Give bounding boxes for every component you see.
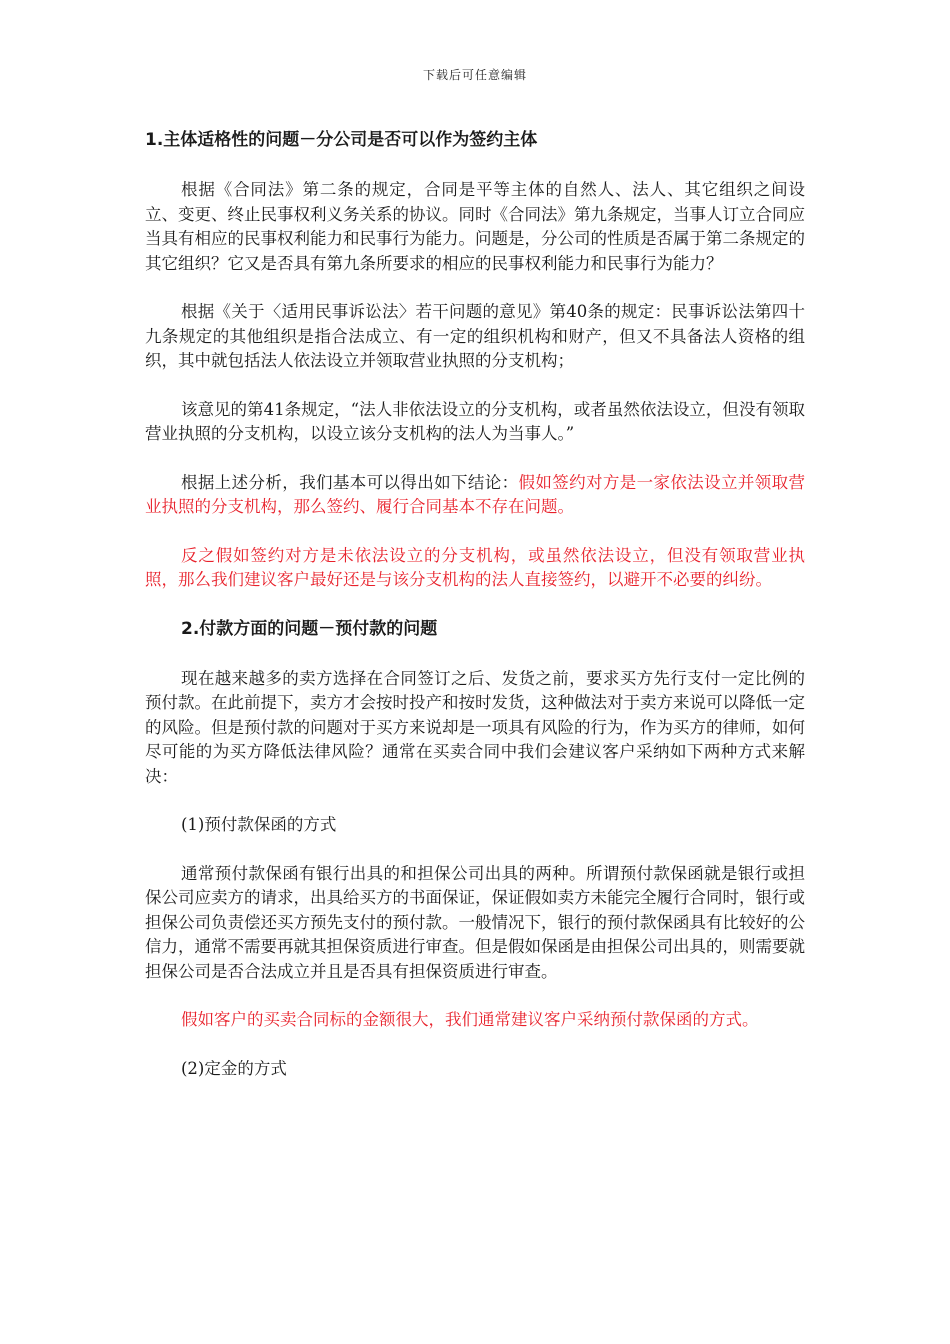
section-1-recommendation: 反之假如签约对方是未依法设立的分支机构，或虽然依法设立，但没有领取营业执照，那么我们建议客户最好还是与该分支机构的法人直接签约，以避开不必要的纠纷。 [145,545,805,589]
section-2-paragraph-2: 通常预付款保函有银行出具的和担保公司出具的两种。所谓预付款保函就是银行或担保公司应卖方的请求，出具给买方的书面保证，保证假如卖方未能完全履行合同时，银行或担保公司负责偿还买方预先支付的预付款。一般情况下，银行的预付款保函具有比较好的公信力，通常不需要再就其担保资质进行审查。但是假如保函是由担保公司出具的，则需要就担保公司是否合法成立并且是否具有担保资质进行审查。 [145,863,805,981]
section-1-paragraph-2: 根据《关于〈适用民事诉讼法〉若干问题的意见》第40条的规定：民事诉讼法第四十九条规定的其他组织是指合法成立、有一定的组织机构和财产，但又不具备法人资格的组织，其中就包括法人依法设立并领取营业执照的分支机构； [145,302,805,370]
conclusion-highlight: 假如签约对方是一家依法设立并领取营业执照的分支机构，那么签约、履行合同基本不存在问题。 [145,472,805,516]
document-body [145,128,805,1105]
section-1-conclusion [145,471,805,520]
section-2-title: 2.付款方面的问题－预付款的问题 [181,618,438,639]
conclusion-lead-text: 根据上述分析，我们基本可以得出如下结论： [181,472,519,492]
page-header: 下载后可任意编辑 [422,68,527,82]
section-2-recommendation: 假如客户的买卖合同标的金额很大，我们通常建议客户采纳预付款保函的方式。 [181,1010,759,1029]
section-1-paragraph-1: 根据《合同法》第二条的规定，合同是平等主体的自然人、法人、其它组织之间设立、变更、终止民事权利义务关系的协议。同时《合同法》第九条规定，当事人订立合同应当具有相应的民事权利能力和民事行为能力。问题是，分公司的性质是否属于第二条规定的其它组织？它又是否具有第九条所要求的相应的民事权利能力和民事行为能力？ [145,180,805,273]
subsection-1-title: (1)预付款保函的方式 [181,815,337,834]
section-2-paragraph-1: 现在越来越多的卖方选择在合同签订之后、发货之前，要求买方先行支付一定比例的预付款。在此前提下，卖方才会按时投产和按时发货，这种做法对于卖方来说可以降低一定的风险。但是预付款的问题对于买方来说却是一项具有风险的行为，作为买方的律师，如何尽可能的为买方降低法律风险？通常在买卖合同中我们会建议客户采纳如下两种方式来解决： [145,668,805,786]
section-1-paragraph-3: 该意见的第41条规定，“法人非依法设立的分支机构，或者虽然依法设立，但没有领取营业执照的分支机构，以设立该分支机构的法人为当事人。” [145,399,805,443]
section-1-title: 1.主体适格性的问题－分公司是否可以作为签约主体 [145,130,538,150]
subsection-2-title: (2)定金的方式 [181,1058,287,1078]
